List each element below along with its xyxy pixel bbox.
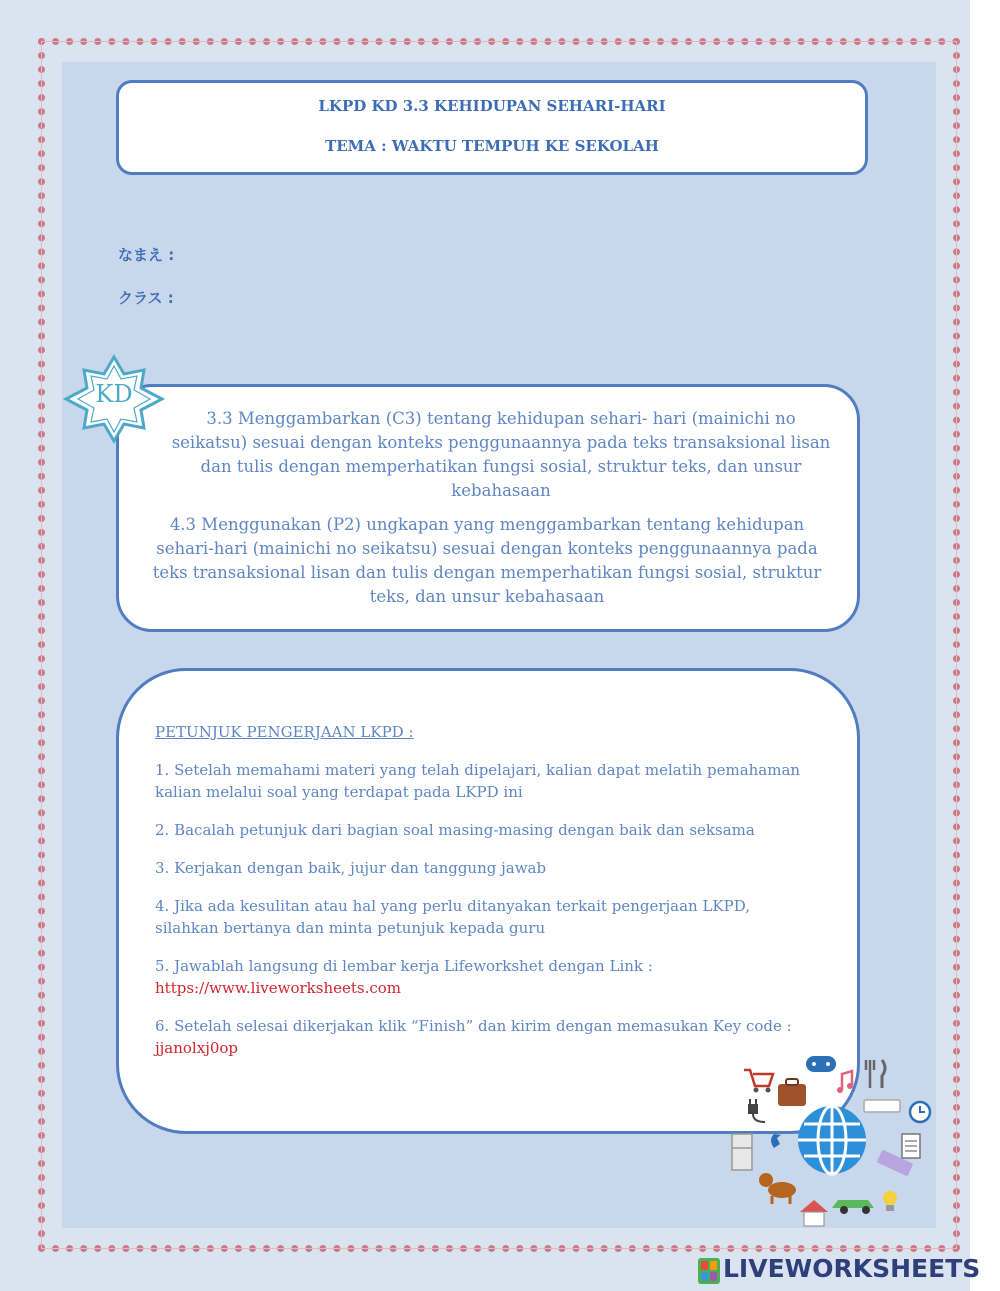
document-icon xyxy=(902,1134,920,1158)
instruction-4: 4. Jika ada kesulitan atau hal yang perlu ditanyakan terkait pengerjaan LKPD, silahkan bertanya dan minta petunjuk kepada guru xyxy=(155,897,750,937)
instruction-6-text: 6. Setelah selesai dikerjakan klik “Finish” dan kirim dengan memasukan Key code : xyxy=(155,1017,792,1035)
plug-icon xyxy=(748,1099,765,1122)
house-icon xyxy=(800,1200,828,1226)
kd-item-4-3: 4.3 Menggunakan (P2) ungkapan yang menggambarkan tentang kehidupan sehari-hari (mainichi no seikatsu) sesuai dengan konteks penggunaannya pada teks transaksional lisan dan tulis dengan memperhatikan fungsi sosial, struktur teks, dan unsur kebahasaan xyxy=(152,515,822,606)
key-code: jjanolxj0op xyxy=(155,1039,239,1057)
instruction-5 xyxy=(155,955,817,999)
class-label: クラス : xyxy=(118,289,174,307)
instruction-2: 2. Bacalah petunjuk dari bagian soal masing-masing dengan baik dan seksama xyxy=(155,821,755,839)
kd-box xyxy=(116,384,860,632)
gamepad-icon xyxy=(806,1056,836,1072)
clock-icon xyxy=(910,1102,930,1122)
instruction-6 xyxy=(155,1015,817,1059)
kd-item-3-3: 3.3 Menggambarkan (C3) tentang kehidupan sehari- hari (mainichi no seikatsu) sesuai dengan konteks penggunaannya pada teks transaksional lisan dan tulis dengan memperhatikan fungsi sosial, struktur teks, dan unsur kebahasaan xyxy=(171,409,831,500)
car-icon xyxy=(832,1200,874,1214)
phone-icon xyxy=(771,1134,781,1148)
liveworksheets-logo-text: LIVEWORKSHEETS xyxy=(723,1254,981,1283)
kd-badge-label: KD xyxy=(95,380,133,408)
worksheet-title: LKPD KD 3.3 KEHIDUPAN SEHARI-HARI xyxy=(318,97,666,115)
suitcase-icon xyxy=(778,1079,806,1106)
air-conditioner-icon xyxy=(864,1100,900,1112)
fork-knife-icon xyxy=(866,1060,885,1088)
title-box xyxy=(116,80,868,175)
instructions-heading: PETUNJUK PENGERJAAN LKPD : xyxy=(155,723,414,741)
cart-icon xyxy=(744,1070,773,1093)
worksheet-link[interactable]: https://www.liveworksheets.com xyxy=(155,979,402,997)
dog-icon xyxy=(759,1173,796,1204)
lightbulb-icon xyxy=(883,1191,897,1211)
instruction-5-text: 5. Jawablah langsung di lembar kerja Lifeworkshet dengan Link : xyxy=(155,957,653,975)
music-note-icon xyxy=(837,1071,853,1093)
name-label: なまえ : xyxy=(118,246,175,264)
globe-icon xyxy=(798,1106,866,1174)
daily-life-clipart xyxy=(730,1052,940,1232)
instruction-3: 3. Kerjakan dengan baik, jujur dan tanggung jawab xyxy=(155,859,547,877)
fridge-icon xyxy=(732,1134,752,1170)
instruction-1: 1. Setelah memahami materi yang telah dipelajari, kalian dapat melatih pemahaman kalian melalui soal yang terdapat pada LKPD ini xyxy=(155,761,801,801)
worksheet-theme: TEMA : WAKTU TEMPUH KE SEKOLAH xyxy=(325,137,659,155)
